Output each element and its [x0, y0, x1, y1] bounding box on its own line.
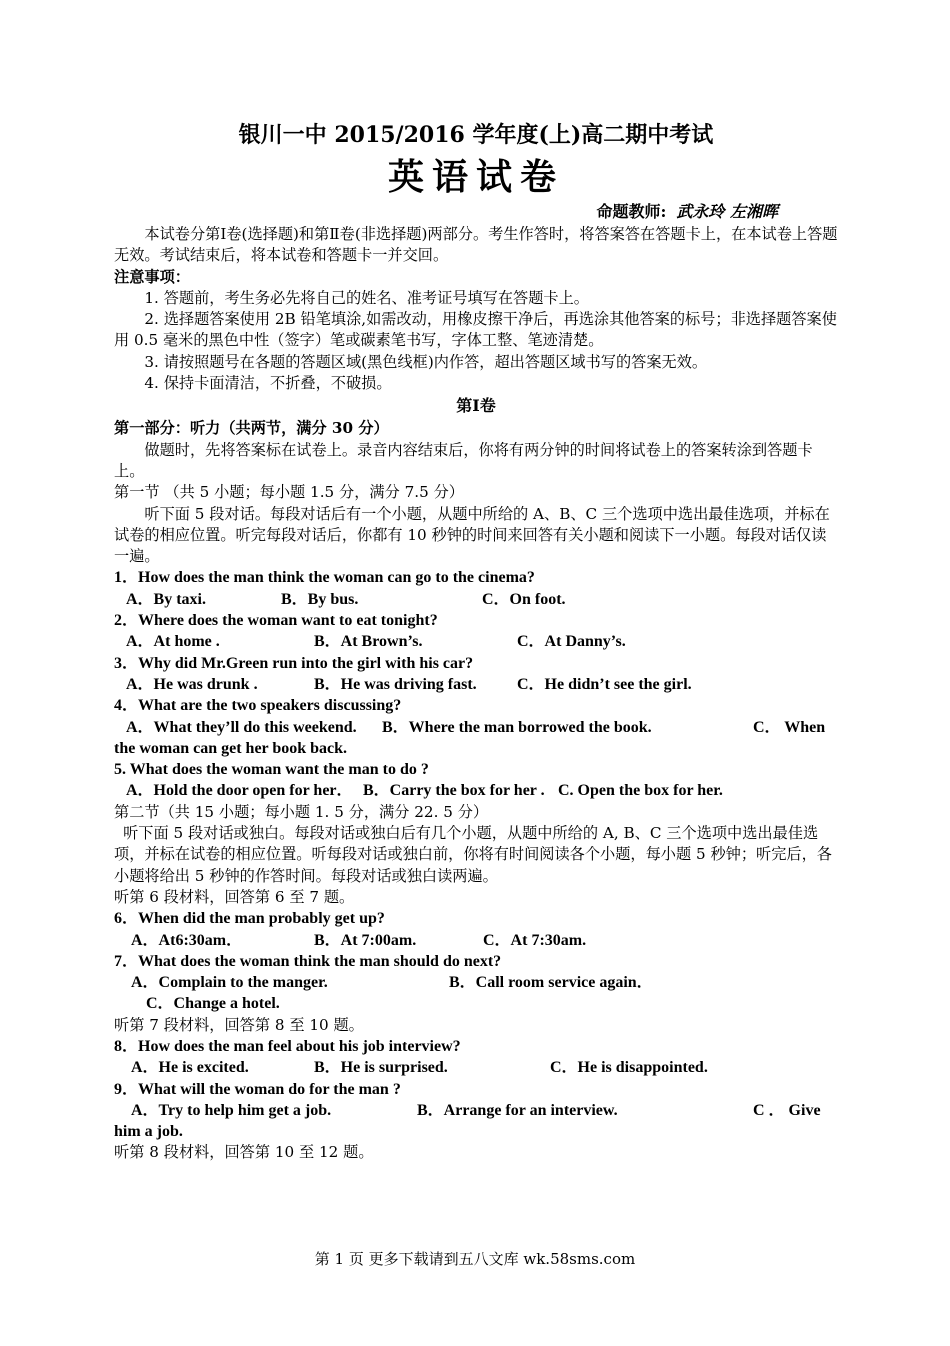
page-content — [114, 120, 838, 1164]
option-a: A．Complain to the manger. — [131, 974, 328, 992]
note-item: 1. 答题前，考生务必先将自己的姓名、准考证号填写在答题卡上。 — [144, 288, 589, 307]
question-2-options — [114, 631, 838, 652]
option-c: C ． Give — [753, 1101, 821, 1119]
question-5: 5. What does the woman want the man to do ? — [114, 761, 429, 779]
option-a: A．What they’ll do this weekend. — [126, 718, 357, 736]
question-2: 2．Where does the woman want to eat tonight? — [114, 612, 438, 630]
option-a: A．Hold the door open for her． — [126, 782, 353, 800]
page-footer: 第 1 页 更多下载请到五八文库 wk.58sms.com — [314, 1250, 636, 1268]
option-a: A．At6:30am． — [131, 931, 243, 949]
author-line — [114, 200, 838, 224]
section2-heading: 第二节（共 15 小题；每小题 1. 5 分，满分 22. 5 分） — [114, 802, 489, 821]
author-names: 武永玲 左湘晖 — [676, 202, 778, 221]
question-7-options — [114, 972, 838, 993]
note-item: 2. 选择题答案使用 2B 铅笔填涂,如需改动，用橡皮擦干净后，再选涂其他答案的标号；非选择题答案使用 0.5 毫米的黑色中性（签字）笔或碳素笔书写，字体工整、笔迹清楚。 — [114, 310, 837, 350]
option-c: C. Open the box for her. — [558, 782, 723, 800]
option-a: A．At home . — [126, 633, 220, 651]
question-3-options — [114, 674, 838, 695]
part1-heading: 第一部分：听力（共两节，满分 30 分） — [114, 419, 389, 438]
intro-paragraph: 本试卷分第Ⅰ卷(选择题)和第Ⅱ卷(非选择题)两部分。考生作答时，将答案答在答题卡上，在本试卷上答题无效。考试结束后，将本试卷和答题卡一并交回。 — [114, 225, 838, 265]
material-6: 听第 6 段材料，回答第 6 至 7 题。 — [114, 887, 355, 906]
question-6: 6．When did the man probably get up? — [114, 910, 385, 928]
option-a: A．Try to help him get a job. — [131, 1101, 332, 1119]
option-b: B．Carry the box for her . — [363, 782, 545, 800]
question-9-continued: him a job. — [114, 1123, 183, 1141]
question-9-options — [114, 1100, 838, 1121]
option-a: A．He was drunk . — [126, 675, 258, 693]
question-8: 8．How does the man feel about his job interview? — [114, 1037, 461, 1055]
question-8-options — [114, 1057, 838, 1078]
question-7: 7．What does the woman think the man should do next? — [114, 952, 502, 970]
option-b: B．At 7:00am. — [314, 931, 417, 949]
question-1: 1．How does the man think the woman can go to the cinema? — [114, 569, 535, 587]
question-6-options — [114, 930, 838, 951]
option-c: C．On foot. — [482, 590, 566, 608]
part1-intro: 做题时，先将答案标在试卷上。录音内容结束后，你将有两分钟的时间将试卷上的答案转涂到答题卡上。 — [114, 440, 813, 480]
section1-instruction: 听下面 5 段对话。每段对话后有一个小题，从题中所给的 A、B、C 三个选项中选出最佳选项，并标在试卷的相应位置。听完每段对话后，你都有 10 秒钟的时间来回答有关小题和阅读下一小题。每段对话仅读一遍。 — [114, 504, 830, 566]
question-1-options — [114, 589, 838, 610]
question-5-options — [114, 780, 838, 801]
note-item: 3. 请按照题号在各题的答题区域(黑色线框)内作答，超出答题区域书写的答案无效。 — [144, 352, 708, 371]
option-b: B．Arrange for an interview. — [417, 1101, 618, 1119]
option-c: C．At Danny’s. — [517, 633, 626, 651]
option-b: B．At Brown’s. — [314, 633, 423, 651]
note-item: 4. 保持卡面清洁，不折叠，不破损。 — [144, 374, 392, 393]
option-b: B．By bus. — [281, 590, 359, 608]
option-a: A．He is excited. — [131, 1059, 249, 1077]
question-4: 4．What are the two speakers discussing? — [114, 697, 402, 715]
option-c: C．At 7:30am. — [483, 931, 587, 949]
question-7-option-c: C．Change a hotel. — [146, 995, 280, 1013]
option-a: A．By taxi. — [126, 590, 207, 608]
section1-heading: 第一节 （共 5 小题；每小题 1.5 分，满分 7.5 分） — [114, 483, 464, 502]
option-c: C．He is disappointed. — [550, 1059, 708, 1077]
author-label: 命题教师: — [596, 202, 667, 221]
exam-title: 银川一中 2015/2016 学年度(上)高二期中考试 — [238, 122, 714, 148]
option-b: B．He is surprised. — [314, 1059, 448, 1077]
option-c: C．He didn’t see the girl. — [517, 675, 692, 693]
material-7: 听第 7 段材料，回答第 8 至 10 题。 — [114, 1015, 364, 1034]
option-b: B．Call room service again． — [449, 974, 653, 992]
option-b: B．He was driving fast. — [314, 675, 477, 693]
option-b: B．Where the man borrowed the book. — [382, 718, 652, 736]
question-4-continued: the woman can get her book back. — [114, 739, 348, 757]
question-3: 3．Why did Mr.Green run into the girl with his car? — [114, 654, 474, 672]
section2-instruction: 听下面 5 段对话或独白。每段对话或独白后有几个小题，从题中所给的 A, B、C 三个选项中选出最佳选项，并标在试卷的相应位置。听每段对话或独白前，你将有时间阅读各个小题，每小题 5 秒钟；听完后，各小题将给出 5 秒钟的作答时间。每段对话或独白读两遍。 — [114, 824, 832, 885]
notes-heading: 注意事项： — [114, 267, 190, 286]
material-8: 听第 8 段材料，回答第 10 至 12 题。 — [114, 1143, 374, 1162]
question-9: 9．What will the woman do for the man ? — [114, 1080, 401, 1098]
option-c: C． When — [753, 718, 826, 736]
volume-heading: 第Ⅰ卷 — [456, 396, 496, 416]
exam-subtitle: 英语试卷 — [387, 156, 564, 198]
question-4-options — [114, 717, 838, 738]
